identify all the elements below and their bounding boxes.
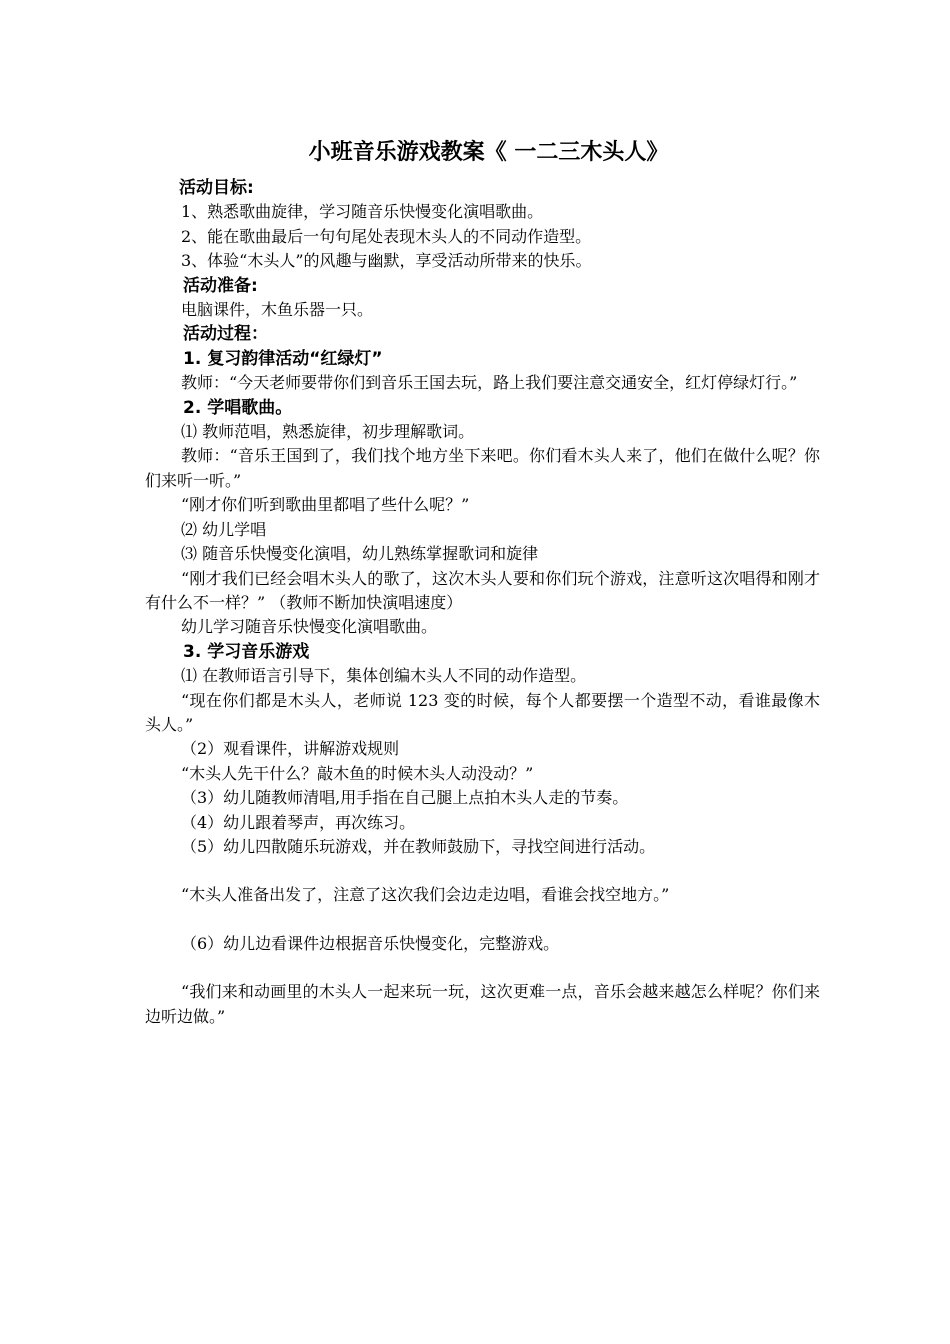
document-page [145, 136, 820, 1029]
prep-heading: 活动准备: [183, 275, 258, 296]
step3-quote: “我们来和动画里的木头人一起来玩一玩，这次更难一点，音乐会越来越怎么样呢？你们来边听边做。” [145, 982, 820, 1026]
step3-line: （2）观看课件，讲解游戏规则 [181, 739, 400, 759]
step1-text: 教师：“今天老师要带你们到音乐王国去玩，路上我们要注意交通安全，红灯停绿灯行。” [181, 373, 798, 393]
process-heading: 活动过程： [183, 324, 268, 345]
step3-line: ⑴ 在教师语言引导下，集体创编木头人不同的动作造型。 [181, 666, 587, 686]
step2-line: 教师：“音乐王国到了，我们找个地方坐下来吧。你们看木头人来了，他们在做什么呢？你们来听一听。” [145, 446, 820, 490]
goal-item: 3、体验“木头人”的风趣与幽默，享受活动所带来的快乐。 [181, 251, 592, 271]
step3-quote: “木头人准备出发了，注意了这次我们会边走边唱，看谁会找空地方。” [181, 885, 670, 905]
step2-line: “刚才我们已经会唱木头人的歌了，这次木头人要和你们玩个游戏，注意听这次唱得和刚才有什么不一样？” （教师不断加快演唱速度） [145, 568, 820, 612]
step1-heading: 1. 复习韵律活动“红绿灯” [183, 348, 383, 369]
blank-line [145, 956, 820, 980]
step2-line: 幼儿学习随音乐快慢变化演唱歌曲。 [181, 617, 438, 637]
prep-text: 电脑课件，木鱼乐器一只。 [181, 300, 374, 320]
goals-heading: 活动目标: [179, 178, 254, 198]
goal-item: 1、熟悉歌曲旋律，学习随音乐快慢变化演唱歌曲。 [181, 202, 544, 222]
goal-item: 2、能在歌曲最后一句句尾处表现木头人的不同动作造型。 [181, 226, 592, 246]
document-title: 小班音乐游戏教案《 一二三木头人》 [308, 140, 669, 165]
step3-line: （5）幼儿四散随乐玩游戏，并在教师鼓励下，寻找空间进行活动。 [181, 836, 656, 856]
blank-line [145, 859, 820, 883]
step3-heading: 3. 学习音乐游戏 [183, 641, 310, 662]
step2-heading: 2. 学唱歌曲。 [183, 397, 293, 418]
step2-line: “刚才你们听到歌曲里都唱了些什么呢？” [181, 495, 470, 515]
step2-line: ⑶ 随音乐快慢变化演唱，幼儿熟练掌握歌词和旋律 [181, 544, 539, 564]
step3-line: “木头人先干什么？敲木鱼的时候木头人动没动？” [181, 763, 534, 783]
step2-line: ⑴ 教师范唱，熟悉旋律，初步理解歌词。 [181, 422, 475, 442]
blank-line [145, 908, 820, 932]
step3-line: （6）幼儿边看课件边根据音乐快慢变化，完整游戏。 [181, 933, 560, 953]
step3-line: （3）幼儿随教师清唱,用手指在自己腿上点拍木头人走的节奏。 [181, 788, 629, 808]
step3-line: （4）幼儿跟着琴声，再次练习。 [181, 812, 416, 832]
step2-line: ⑵ 幼儿学唱 [181, 519, 267, 539]
step3-line: “现在你们都是木头人，老师说 123 变的时候，每个人都要摆一个造型不动，看谁最像木头人。” [145, 690, 820, 734]
